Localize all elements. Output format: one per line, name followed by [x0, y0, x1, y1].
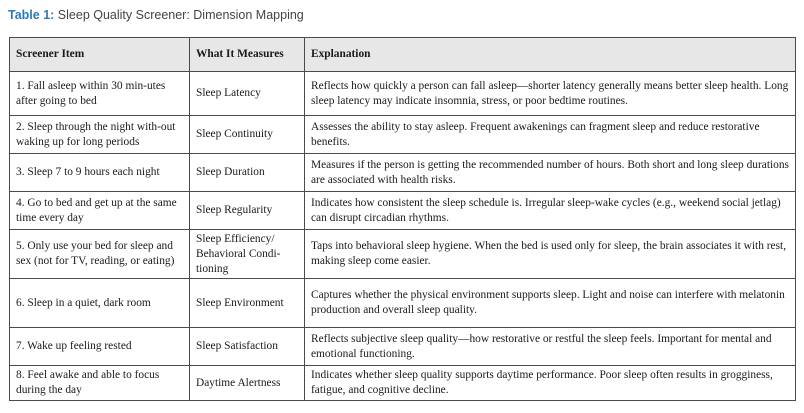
explanation-cell: Reflects subjective sleep quality—how restorative or restful the sleep feels. Important for mental and emotional functioning.	[305, 328, 796, 366]
screener-item-cell: 3. Sleep 7 to 9 hours each night	[10, 154, 190, 192]
measures-cell: Sleep Environment	[190, 279, 305, 328]
screener-item-cell: 5. Only use your bed for sleep and sex (not for TV, reading, or eating)	[10, 230, 190, 279]
table-row	[10, 154, 796, 192]
explanation-cell: Indicates whether sleep quality supports daytime performance. Poor sleep often results in grogginess, fatigue, and cognitive decline.	[305, 366, 796, 401]
measures-cell: Sleep Regularity	[190, 192, 305, 230]
header-screener-item: Screener Item	[10, 38, 190, 72]
table-row	[10, 279, 796, 328]
header-explanation: Explanation	[305, 38, 796, 72]
table-caption-label: Table 1:	[8, 8, 55, 22]
header-what-it-measures: What It Measures	[190, 38, 305, 72]
screener-item-cell: 7. Wake up feeling rested	[10, 328, 190, 366]
screener-item-cell: 8. Feel awake and able to focus during the day	[10, 366, 190, 401]
table-row	[10, 116, 796, 154]
screener-item-cell: 2. Sleep through the night with-out waking up for long periods	[10, 116, 190, 154]
screener-item-cell: 6. Sleep in a quiet, dark room	[10, 279, 190, 328]
explanation-cell: Measures if the person is getting the recommended number of hours. Both short and long sleep durations are associated with health risks.	[305, 154, 796, 192]
measures-cell: Sleep Continuity	[190, 116, 305, 154]
table-caption-text: Sleep Quality Screener: Dimension Mapping	[57, 8, 304, 22]
explanation-cell: Indicates how consistent the sleep schedule is. Irregular sleep-wake cycles (e.g., weekend social jetlag) can disrupt circadian rhythms.	[305, 192, 796, 230]
measures-cell: Daytime Alertness	[190, 366, 305, 401]
table-row	[10, 72, 796, 116]
table-row	[10, 192, 796, 230]
header-row	[10, 38, 796, 72]
measures-cell: Sleep Efficiency/ Behavioral Condi-tioning	[190, 230, 305, 279]
table-caption	[8, 8, 304, 22]
table-row	[10, 366, 796, 401]
explanation-cell: Assesses the ability to stay asleep. Frequent awakenings can fragment sleep and reduce restorative benefits.	[305, 116, 796, 154]
measures-cell: Sleep Satisfaction	[190, 328, 305, 366]
screener-item-cell: 1. Fall asleep within 30 min-utes after going to bed	[10, 72, 190, 116]
explanation-cell: Captures whether the physical environment supports sleep. Light and noise can interfere with melatonin production and overall sleep quality.	[305, 279, 796, 328]
explanation-cell: Reflects how quickly a person can fall asleep—shorter latency generally means better sleep health. Long sleep latency may indicate insomnia, stress, or poor bedtime routines.	[305, 72, 796, 116]
dimension-mapping-table	[9, 37, 796, 401]
measures-cell: Sleep Latency	[190, 72, 305, 116]
table-row	[10, 230, 796, 279]
explanation-cell: Taps into behavioral sleep hygiene. When the bed is used only for sleep, the brain associates it with rest, making sleep come easier.	[305, 230, 796, 279]
measures-cell: Sleep Duration	[190, 154, 305, 192]
table-row	[10, 328, 796, 366]
screener-item-cell: 4. Go to bed and get up at the same time every day	[10, 192, 190, 230]
